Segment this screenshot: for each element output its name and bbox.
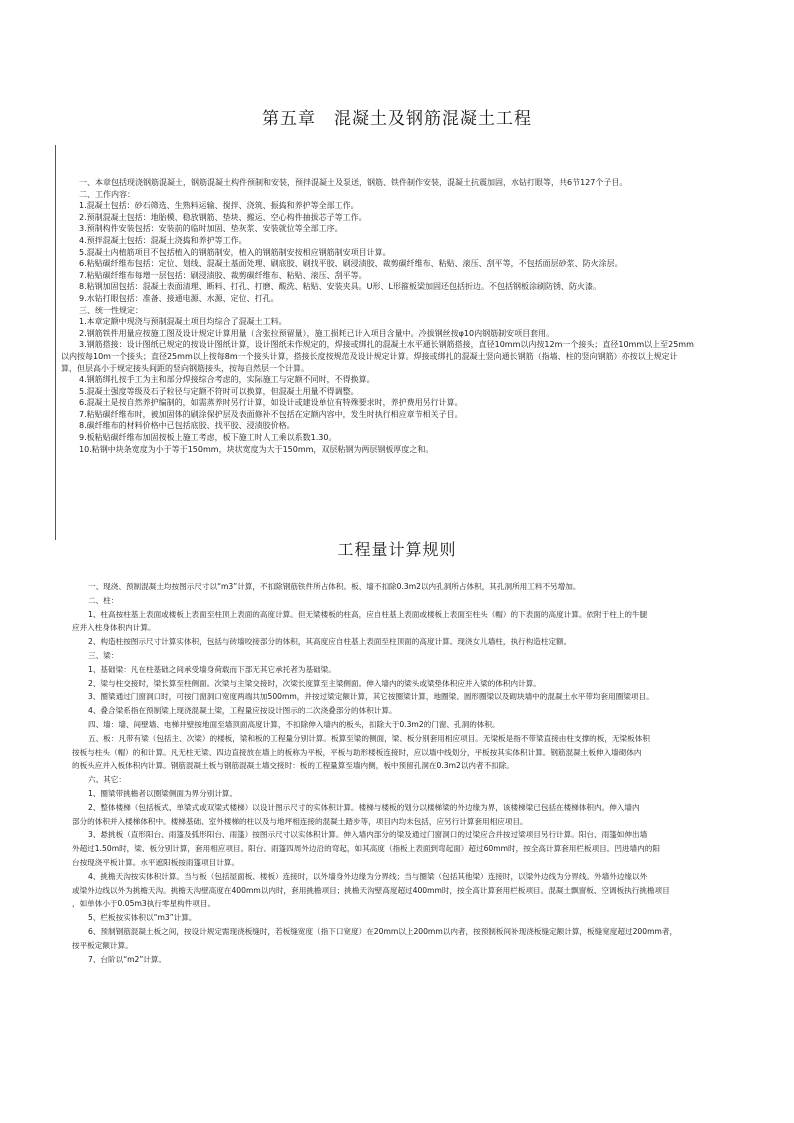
text-line: 一、本章包括现浇钢筋混凝土，钢筋混凝土构件预制和安装，预拌混凝土及泵送，钢筋、铁件制作安装，混凝土抗震加固，水钻打眼等，共6节127个子目。 — [79, 178, 628, 187]
text-line: 6.混凝土是按自然养护编制的，如需蒸养时另行计算，如设计或建设单位有特殊要求时，养护费用另行计算。 — [79, 398, 463, 408]
text-line: 4.钢筋绑扎按手工为主和部分焊接综合考虑的，实际施工与定额不同时，不得换算。 — [79, 375, 375, 385]
text-line: 5.混凝土强度等级及石子粒径与定额不符时可以换算，但混凝土用量不得调整。 — [79, 386, 359, 396]
text-line: 3、圈梁通过门窗洞口时，可按门窗洞口宽度两端共加500mm，并按过梁定额计算，其它按圈梁计算，地圈梁、圆形圈梁以及砌块墙中的混凝土水平带均套用圈梁项目。 — [88, 692, 654, 702]
text-line: 1.本章定额中现浇与预制混凝土项目均综合了混凝土工料。 — [79, 317, 287, 327]
text-line: 一、现浇、预制混凝土均按图示尺寸以“m3”计算，不扣除钢筋铁件所占体积。板、墙不扣除0.3m2以内孔洞所占体积，其孔洞所用工料不另增加。 — [88, 582, 581, 591]
text-line: 四、墙：墙、间壁墙、电梯井壁按地面至墙顶面高度计算，不扣除伸入墙内的板头，扣除大于0.3m2的门窗、孔洞的体积。 — [88, 719, 500, 729]
text-line: 4、叠合梁系指在预制梁上现浇混凝土梁，工程量应按设计图示的二次浇叠部分的体积计算。 — [88, 706, 397, 716]
general-notes-text — [55, 177, 755, 455]
calculation-rules-text — [72, 580, 762, 966]
text-line: 1、圈梁带挑檐者以圈梁侧面为界分别计算。 — [88, 788, 238, 798]
text-line: 三、统一性规定： — [79, 305, 143, 315]
chapter-title: 第五章 混凝土及钢筋混凝土工程 — [262, 109, 532, 129]
text-line: 的板头应并入板体积内计算。钢筋混凝土板与钢筋混凝土墙交接时：板的工程量算至墙内侧，板中预留孔洞在0.3m2以内者不扣除。 — [72, 761, 514, 771]
text-line: 2、梁与柱交接时，梁长算至柱侧面。次梁与主梁交接时，次梁长度算至主梁侧面。伸入墙内的梁头或梁垫体积应并入梁的体积内计算。 — [88, 678, 541, 688]
text-line: 五、板：凡带有梁（包括主、次梁）的楼板，梁和板的工程量分别计算。板算至梁的侧面，梁、板分别套用相应项目。无梁板是指不带梁直接由柱支撑的板，无梁板体积 — [88, 733, 650, 743]
text-line: 1、基础梁：凡在柱基础之间承受墙身荷载而下部无其它承托者为基础梁。 — [88, 664, 336, 674]
text-line: 二、柱： — [88, 595, 119, 605]
text-line: 9.水钻打眼包括：准备、接通电源、水源、定位、打孔。 — [79, 293, 279, 303]
text-line: 应并入柱身体积内计算。 — [72, 623, 156, 633]
text-line: 2、整体楼梯（包括板式、单梁式或双梁式楼梯）以设计图示尺寸的实体积计算。楼梯与楼板的划分以楼梯梁的外边缘为界，该楼梯梁已包括在楼梯体积内。伸入墙内 — [88, 802, 640, 812]
text-line: ，如单体小于0.05m3执行零星构件项目。 — [72, 899, 216, 909]
text-line: 以内按每10m一个接头；直径25mm以上按每8m一个接头计算，搭接长度按规范及设计规定计算。焊接或绑扎的混凝土竖向通长钢筋（指墙、柱的竖向钢筋）亦按以上规定计 — [61, 351, 678, 361]
text-line: 7、台阶以“m2”计算。 — [88, 954, 167, 964]
text-line: 二、工作内容： — [79, 189, 135, 199]
text-line: 7.粘贴碳纤维布每增一层包括：刷浸渍胶、裁剪碳纤维布、粘贴、滚压、刮平等。 — [79, 270, 367, 280]
text-line: 6、预制钢筋混凝土板之间，按设计规定需现浇板缝时，若板缝宽度（指下口宽度）在20mm以上200mm以内者，按预制板间补现浇板缝定额计算，板缝宽度超过200mm者， — [88, 926, 678, 936]
text-line: 六、其它： — [88, 775, 126, 785]
text-line: 4.预拌混凝土包括：混凝土浇捣和养护等工作。 — [79, 235, 247, 245]
text-line: 外超过1.50m时，梁、板分别计算，套用相应项目。阳台、雨篷四周外边沿的弯起，如其高度（指板上表面到弯起面）超过60mm时，按全高计算套用栏板项目。凹进墙内的阳 — [72, 844, 660, 854]
text-line: 4、挑檐天沟按实体积计算。当与板（包括屋面板、楼板）连接时，以外墙身外边缘为分界线；当与圈梁（包括其他梁）连接时，以梁外边线为分界线。外墙外边缘以外 — [88, 871, 648, 881]
text-line: 1、柱高按柱基上表面或楼板上表面至柱顶上表面的高度计算。但无梁楼板的柱高，应自柱基上表面或楼板上表面至柱头（帽）的下表面的高度计算。依附于柱上的牛腿 — [88, 609, 648, 619]
text-line: 3.预制构件安装包括：安装前的临时加固、垫灰浆、安装就位等全部工序。 — [79, 224, 343, 234]
text-line: 台按现浇平板计算。水平遮阳板按雨篷项目计算。 — [72, 857, 240, 867]
text-line: 2、构造柱按图示尺寸计算实体积，包括与砖墙咬接部分的体积，其高度应自柱基上表面至柱顶面的高度计算。现浇女儿墙柱，执行构造柱定额。 — [88, 637, 572, 647]
text-line: 1.混凝土包括：砂石筛选、生熟料运输、搅拌、浇筑、振捣和养护等全部工作。 — [79, 201, 359, 211]
text-line: 5、栏板按实体积以“m3”计算。 — [88, 913, 197, 923]
text-line: 三、梁： — [88, 650, 119, 660]
text-line: 10.粘钢中块条宽度为小于等于150mm，块状宽度为大于150mm，双层粘钢为两层钢板厚度之和。 — [79, 444, 434, 454]
text-line: 5.混凝土内植筋项目不包括植入的钢筋制安，植入的钢筋制安按相应钢筋制安项目计算。 — [79, 247, 391, 257]
text-line: 2.预制混凝土包括：地胎模、稳放钢筋、垫块、搬运、空心构件抽拔芯子等工作。 — [79, 212, 367, 222]
general-notes-section — [55, 145, 755, 540]
text-line: 按板与柱头（帽）的和计算。凡无柱无梁、四边直接放在墙上的板称为平板，平板与助形楼板连接时，应以墙中线划分，平板按其实体积计算。钢筋混凝土板伸入墙砌体内 — [72, 747, 642, 757]
text-line: 2.钢筋铁件用量应按施工图及设计规定计算用量（含张拉预留量），施工损耗已计入项目含量中。冷拔钢丝按φ10内钢筋制安项目套用。 — [79, 328, 555, 338]
text-line: 8.碳纤维布的材料价格中已包括底胶、找平胶、浸渍胶价格。 — [79, 421, 295, 431]
text-line: 部分的体积并入楼梯体积中。楼梯基础、室外楼梯的柱以及与地坪相连接的混凝土踏步等，项目内均未包括，应另行计算套用相应项目。 — [72, 816, 528, 826]
text-line: 6.粘贴碳纤维布包括：定位、划线、混凝土基面处理、刷底胶、刷找平胶、刷浸渍胶、裁剪碳纤维布、粘贴、滚压、刮平等，不包括面层砂浆、防火涂层。 — [79, 259, 623, 269]
text-line: 8.粘钢加固包括：混凝土表面清理、断料、打孔、打磨、酸洗、粘贴、安装夹具。U形、L形箍板梁加固还包括折边。不包括钢板涂刷防锈、防火漆。 — [79, 282, 601, 292]
text-line: 7.粘贴碳纤维布时，被加固体的刷涂保护层及表面修补不包括在定额内容中，发生时执行相应章节相关子目。 — [79, 409, 463, 419]
text-line: 3、悬挑板（直形阳台、雨篷及弧形阳台、雨篷）按图示尺寸以实体积计算。伸入墙内部分的梁及通过门窗洞口的过梁应合并按过梁项目另行计算。阳台、雨篷如伸出墙 — [88, 830, 648, 840]
text-line: 按平板定额计算。 — [72, 940, 133, 950]
calculation-rules-title: 工程量计算规则 — [337, 540, 457, 559]
text-line: 9.板粘贴碳纤维布加固按板上施工考虑，板下施工时人工乘以系数1.30。 — [79, 433, 337, 443]
text-line: 或梁外边线以外为挑檐天沟。挑檐天沟壁高度在400mm以内时，套用挑檐项目；挑檐天沟壁高度超过400mm时，按全高计算套用栏板项目。混凝土飘窗板、空调板执行挑檐项目 — [72, 885, 670, 895]
text-line: 3.钢筋搭接：设计图纸已规定的按设计图纸计算，设计图纸未作规定的，焊接或绑扎的混凝土水平通长钢筋搭接，直径10mm以内按12m一个接头；直径10mm以上至25mm — [79, 340, 694, 350]
text-line: 算，但层高小于规定接头间距的竖向钢筋接头，按每自然层一个计算。 — [61, 363, 309, 373]
